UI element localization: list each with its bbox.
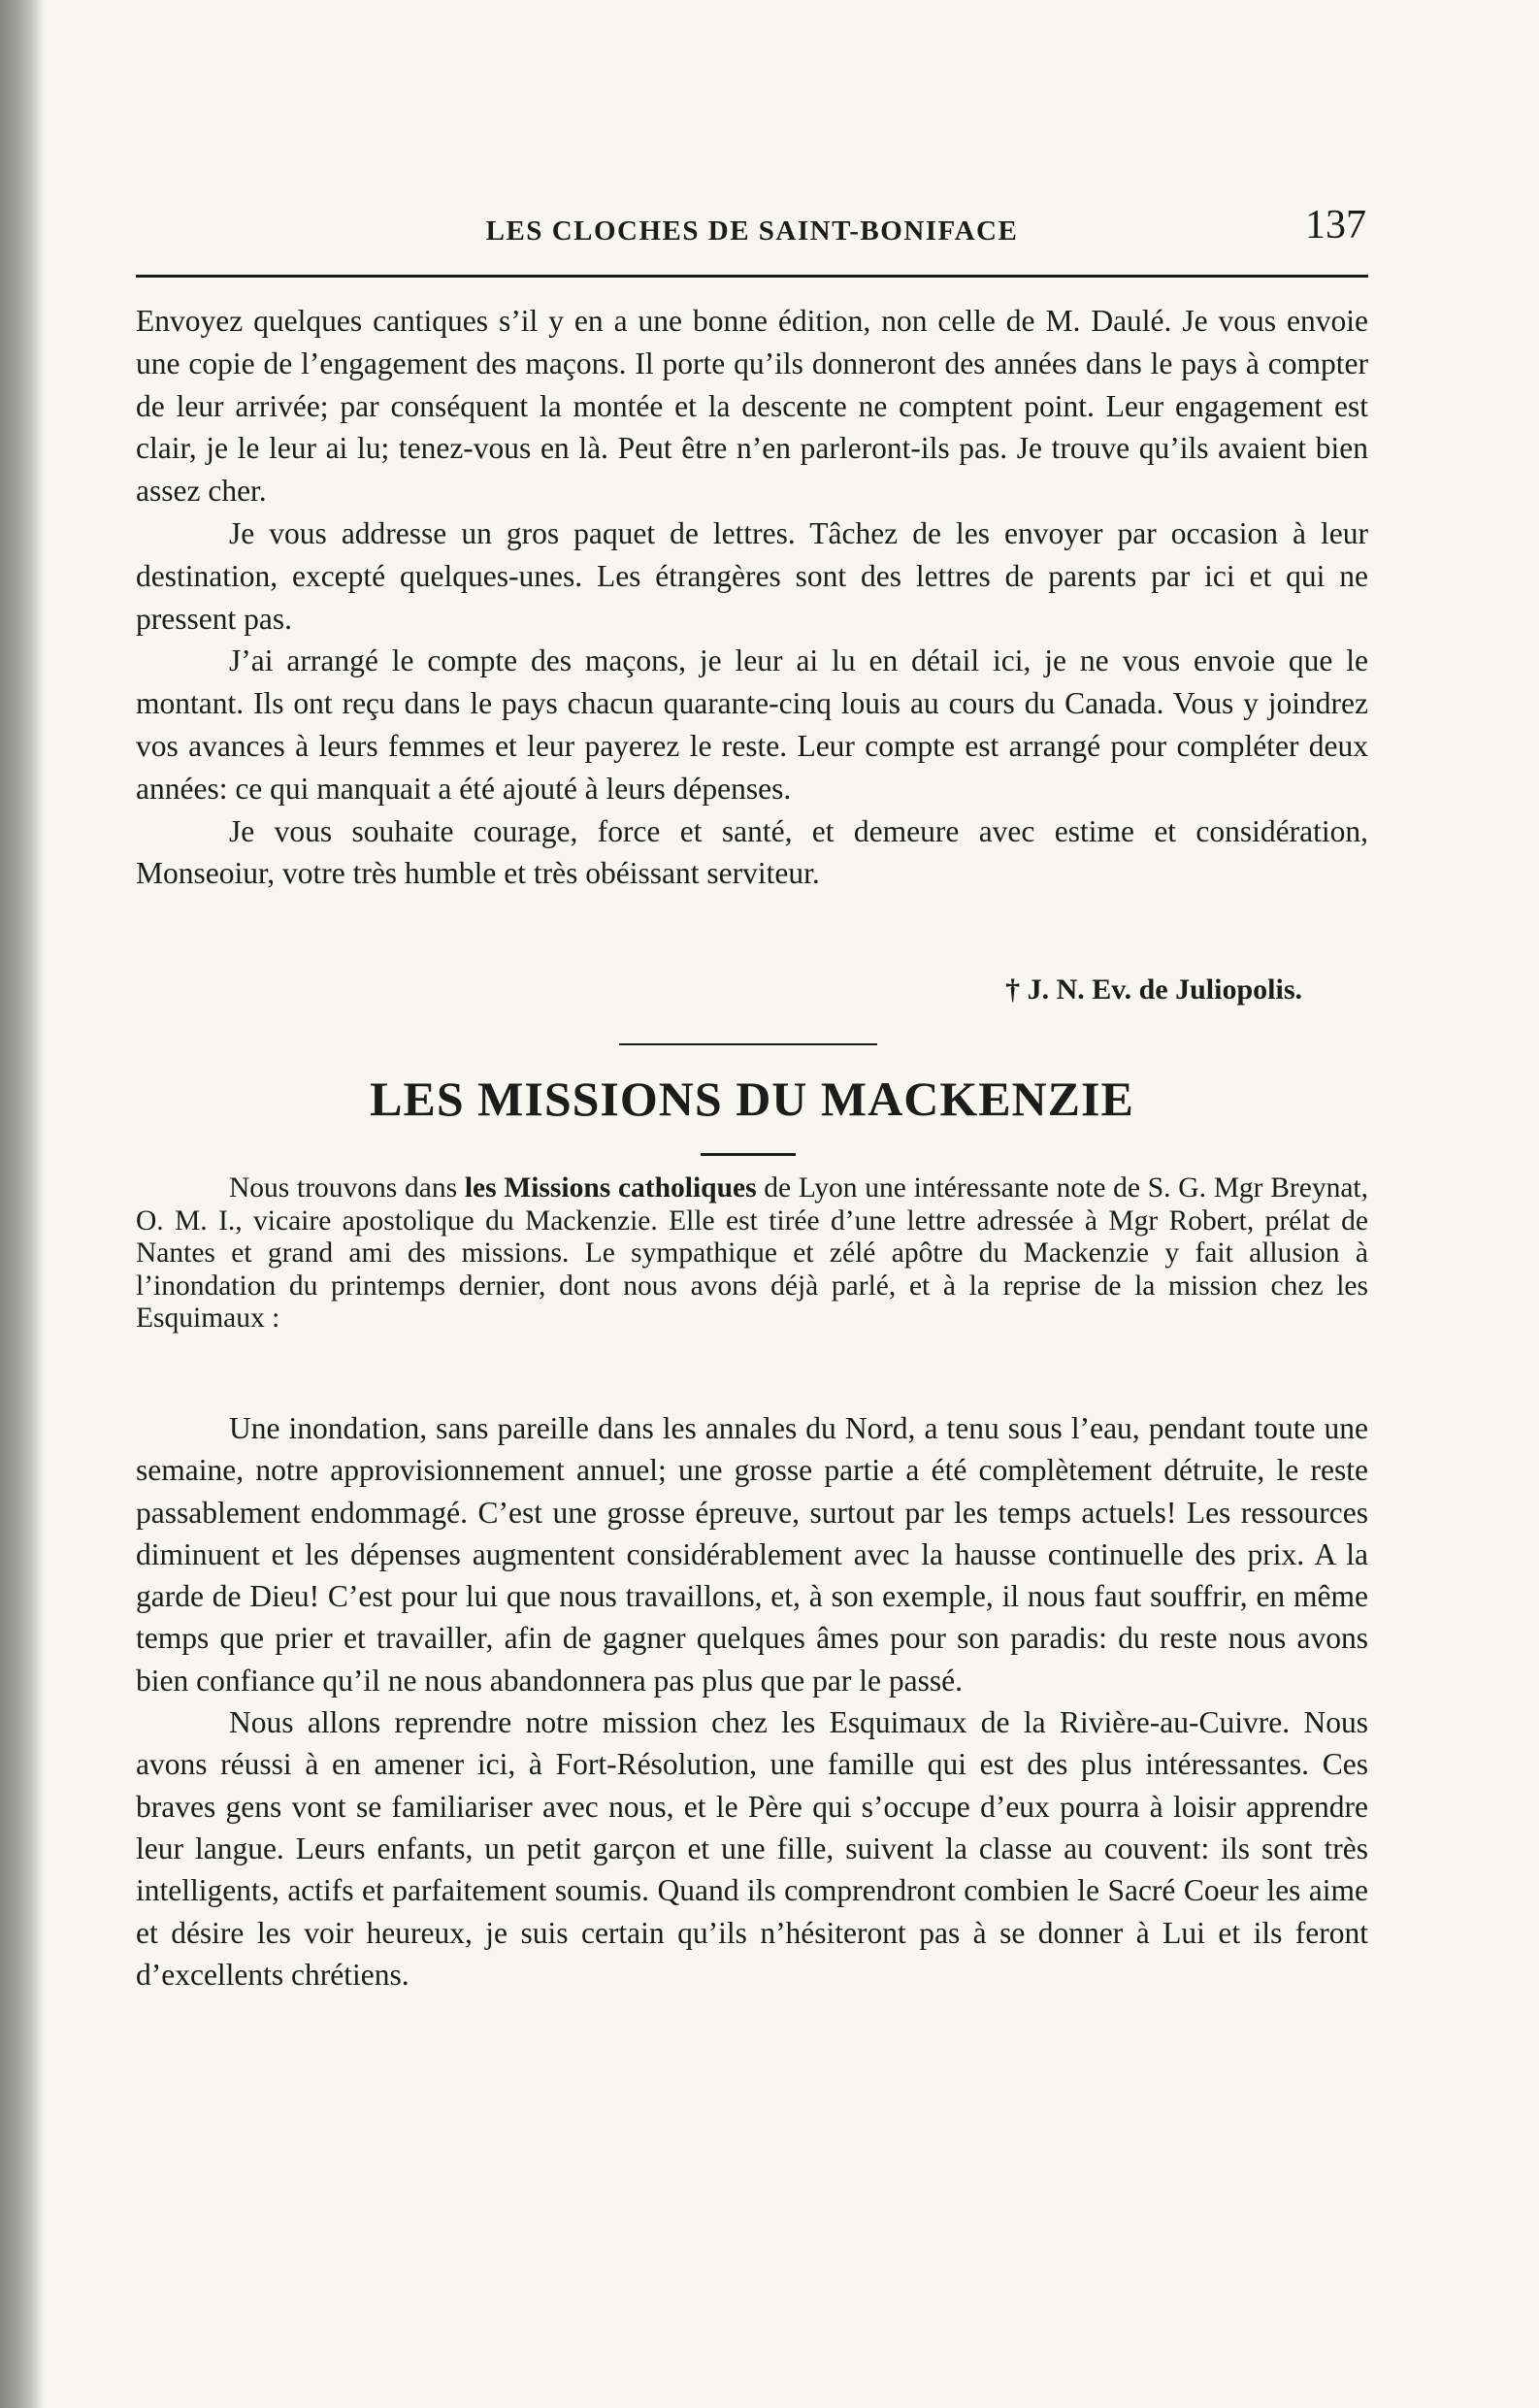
intro-text-start: Nous trouvons dans bbox=[229, 1172, 465, 1204]
running-title: LES CLOCHES DE SAINT-BONIFACE bbox=[485, 215, 1019, 247]
letter-signature: † J. N. Ev. de Juliopolis. bbox=[1005, 973, 1302, 1006]
header-rule bbox=[136, 275, 1368, 278]
letter-paragraph: Je vous addresse un gros paquet de lettres. Tâchez de les envoyer par occasion à leur destination, excepté quelques-unes. Les étrangères sont des lettres de parents par ici et qui ne pressent pas. bbox=[136, 515, 1368, 636]
book-spine-shadow bbox=[0, 0, 45, 2408]
letter-paragraph: Je vous souhaite courage, force et santé, et demeure avec estime et considération, Monseoiur, votre très humble et très obéissant serviteur. bbox=[136, 813, 1368, 891]
quoted-letter bbox=[136, 1407, 1368, 1996]
letter-body bbox=[136, 300, 1368, 895]
source-publication: les Missions catholiques bbox=[464, 1172, 757, 1204]
letter-paragraph: Envoyez quelques cantiques s’il y en a une bonne édition, non celle de M. Daulé. Je vous envoie une copie de l’engagement des maçons. Il porte qu’ils donneront des années dans le pays à compter de leur arrivée; par conséquent la montée et la descente ne comptent point. Leur engagement est clair, je le leur ai lu; tenez-vous en là. Peut être n’en parleront-ils pas. Je trouve qu’ils avaient bien assez cher. bbox=[136, 304, 1368, 509]
article-intro bbox=[136, 1172, 1368, 1336]
intro-paragraph bbox=[136, 1172, 1368, 1336]
page-header bbox=[136, 202, 1368, 260]
quote-paragraph: Nous allons reprendre notre mission chez les Esquimaux de la Rivière-au-Cuivre. Nous avons réussi à en amener ici, à Fort-Résolution, une famille qui est des plus intéressantes. Ces braves gens vont se familiariser avec nous, et le Père qui s’occupe d’eux pourra à loisir apprendre leur langue. Leurs enfants, un petit garçon et une fille, suivent la classe au couvent: ils sont très intelligents, actifs et parfaitement soumis. Quand ils comprendront combien le Sacré Coeur les aime et désire les voir heureux, je suis certain qu’ils n’hésiteront pas à se donner à Lui et ils feront d’excellents chrétiens. bbox=[136, 1705, 1368, 1992]
letter-paragraph: J’ai arrangé le compte des maçons, je leur ai lu en détail ici, je ne vous envoie que le montant. Ils ont reçu dans le pays chacun quarante-cinq louis au cours du Canada. Vous y joindrez vos avances à leurs femmes et leur payerez le reste. Leur compte est arrangé pour compléter deux années: ce qui manquait a été ajouté à leurs dépenses. bbox=[136, 643, 1368, 806]
page-number: 137 bbox=[1305, 203, 1366, 247]
quote-paragraph: Une inondation, sans pareille dans les annales du Nord, a tenu sous l’eau, pendant toute une semaine, notre approvisionnement annuel; une grosse partie a été complètement détruite, le reste passablement endommagé. C’est une grosse épreuve, surtout par les temps actuels! Les ressources diminuent et les dépenses augmentent considérablement avec la hausse continuelle des prix. A la garde de Dieu! C’est pour lui que nous travaillons, et, à son exemple, il nous faut souffrir, en même temps que prier et travailler, afin de gagner quelques âmes pour son paradis: du reste nous avons bien confiance qu’il ne nous abandonnera pas plus que par le passé. bbox=[136, 1411, 1368, 1698]
intro-text-end: de Lyon une intéressante note de S. G. Mgr Breynat, O. M. I., vicaire apostolique du Mackenzie. Elle est tirée d’une lettre adressée à Mgr Robert, prélat de Nantes et grand ami des missions. Le sympathique et zélé apôtre du Mackenzie y fait allusion à l’inondation du printemps dernier, dont nous avons déjà parlé, et à la reprise de la mission chez les Esquimaux : bbox=[136, 1172, 1369, 1334]
title-underline bbox=[701, 1153, 796, 1156]
book-page bbox=[136, 0, 1368, 2408]
article-title: LES MISSIONS DU MACKENZIE bbox=[370, 1072, 1134, 1126]
section-divider bbox=[619, 1043, 877, 1045]
